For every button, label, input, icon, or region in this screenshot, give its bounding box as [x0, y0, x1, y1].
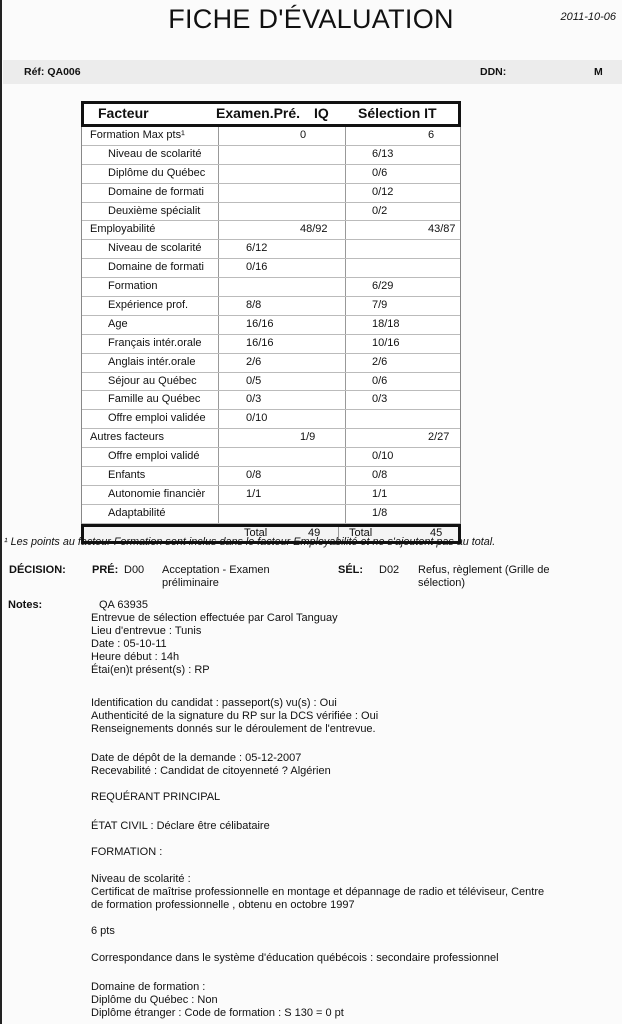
column-divider	[218, 297, 219, 315]
sel-item-score: 6/29	[372, 280, 394, 293]
pre-section-total: 1/9	[300, 431, 316, 444]
grid-row	[82, 448, 460, 467]
column-divider	[345, 335, 346, 353]
reference-band	[3, 60, 622, 84]
row-label: Formation	[108, 280, 158, 293]
column-divider	[218, 259, 219, 277]
pre-decision-code: D00	[124, 564, 145, 576]
note-line: Renseignements donnés sur le déroulement de l'entrevue.	[91, 723, 376, 735]
note-line: Date : 05-10-11	[91, 638, 167, 650]
reference-number: Réf: QA006	[24, 66, 81, 78]
grid-row	[82, 505, 460, 524]
grid-row	[82, 410, 460, 429]
column-divider	[218, 354, 219, 372]
pre-item-score: 1/1	[246, 487, 262, 500]
pre-total-label: Total	[244, 526, 268, 539]
column-divider	[345, 127, 346, 145]
pre-item-score: 6/12	[246, 242, 268, 255]
row-label: Offre emploi validée	[108, 412, 206, 425]
column-divider	[218, 203, 219, 221]
pre-item-score: 0/5	[246, 374, 262, 387]
note-line: Diplôme du Québec : Non	[91, 994, 218, 1006]
sel-section-total: 6	[428, 129, 435, 141]
column-header-selection-it: Sélection IT	[358, 105, 437, 121]
evaluation-grid	[81, 101, 461, 544]
column-divider	[345, 391, 346, 409]
pre-item-score: 0/10	[246, 412, 268, 425]
column-divider	[218, 373, 219, 391]
sel-total-label: Total	[349, 526, 373, 539]
row-label: Niveau de scolarité	[108, 242, 202, 255]
grid-header	[81, 101, 461, 127]
pre-decision-text-line-1: Acceptation - Examen	[162, 564, 270, 576]
note-line: Date de dépôt de la demande : 05-12-2007	[91, 752, 302, 764]
column-divider	[345, 240, 346, 258]
note-line: Identification du candidat : passeport(s) vu(s) : Oui	[91, 697, 337, 709]
grid-row	[82, 297, 460, 316]
sel-decision-text-line-1: Refus, règlement (Grille de	[418, 564, 550, 576]
column-divider	[218, 467, 219, 485]
note-line: Authenticité de la signature du RP sur la DCS vérifiée : Oui	[91, 710, 379, 722]
sel-item-score: 10/16	[372, 336, 400, 349]
note-line: Correspondance dans le système d'éducation québécois : secondaire professionnel	[91, 952, 499, 964]
grid-row	[82, 240, 460, 259]
row-label: Séjour au Québec	[108, 374, 197, 387]
column-divider	[218, 448, 219, 466]
column-divider	[218, 146, 219, 164]
column-divider	[345, 203, 346, 221]
column-header-facteur: Facteur	[98, 105, 149, 121]
pre-decision-text-line-2: préliminaire	[162, 577, 219, 589]
column-divider	[345, 486, 346, 504]
column-divider	[345, 410, 346, 428]
pre-item-score: 2/6	[246, 355, 262, 368]
pre-item-score: 0/3	[246, 393, 262, 406]
column-header-examen-pre: Examen.Pré.	[216, 105, 301, 121]
sex-value: M	[594, 66, 603, 78]
grid-rows	[81, 127, 461, 524]
pre-item-score: 16/16	[246, 336, 274, 349]
sel-item-score: 0/6	[372, 166, 388, 179]
column-divider	[345, 146, 346, 164]
sel-item-score: 18/18	[372, 317, 400, 330]
column-divider	[218, 486, 219, 504]
note-line: Domaine de formation :	[91, 981, 206, 993]
sel-section-total: 43/87	[428, 223, 456, 236]
column-divider	[345, 316, 346, 334]
column-divider	[345, 278, 346, 296]
column-divider	[218, 335, 219, 353]
row-label: Employabilité	[90, 223, 156, 236]
note-line: Diplôme étranger : Code de formation : S 130 = 0 pt	[91, 1007, 344, 1019]
column-divider	[345, 448, 346, 466]
row-label: Famille au Québec	[108, 393, 201, 406]
column-divider	[218, 221, 219, 239]
note-line: Entrevue de sélection effectuée par Carol Tanguay	[91, 612, 338, 624]
grid-row	[82, 221, 460, 240]
notes-label: Notes:	[8, 599, 43, 611]
column-divider	[345, 505, 346, 523]
column-divider	[345, 467, 346, 485]
column-divider	[218, 127, 219, 145]
pre-section-total: 0	[300, 129, 307, 141]
pre-total-value: 49	[308, 526, 321, 539]
sel-item-score: 0/2	[372, 204, 388, 217]
column-header-iq: IQ	[314, 105, 329, 121]
row-label: Niveau de scolarité	[108, 147, 202, 160]
pre-item-score: 16/16	[246, 317, 274, 330]
row-label: Age	[108, 317, 128, 330]
grid-row	[82, 259, 460, 278]
row-label: Domaine de formati	[108, 261, 204, 274]
pre-item-score: 8/8	[246, 299, 262, 312]
grid-row	[82, 146, 460, 165]
row-label: Autonomie financièr	[108, 487, 206, 500]
sel-item-score: 0/8	[372, 469, 388, 482]
grid-row	[82, 335, 460, 354]
column-divider	[345, 373, 346, 391]
grid-row	[82, 429, 460, 448]
column-divider	[345, 297, 346, 315]
grid-row	[82, 391, 460, 410]
pre-section-total: 48/92	[300, 223, 328, 236]
row-label: Autres facteurs	[90, 431, 164, 444]
sel-item-score: 0/6	[372, 374, 388, 387]
date-of-birth-label: DDN:	[480, 66, 507, 78]
grid-row	[82, 127, 460, 146]
note-line: FORMATION :	[91, 846, 163, 858]
row-label: Deuxième spécialit	[108, 204, 201, 217]
grid-row	[82, 354, 460, 373]
column-divider	[345, 184, 346, 202]
column-divider	[345, 354, 346, 372]
formation-footnote: ¹ Les points au facteur Formation sont inclus dans le facteur Employabilité et ne s'ajoutent pas au total.	[4, 536, 496, 548]
row-label: Français intér.orale	[108, 336, 202, 349]
note-line: Niveau de scolarité :	[91, 873, 191, 885]
sel-item-score: 2/6	[372, 355, 388, 368]
note-line: Heure début : 14h	[91, 651, 180, 663]
note-line: 6 pts	[91, 925, 115, 937]
sel-item-score: 7/9	[372, 299, 388, 312]
sel-item-score: 1/1	[372, 487, 388, 500]
note-line: ÉTAT CIVIL : Déclare être célibataire	[91, 820, 270, 832]
grid-row	[82, 467, 460, 486]
page-edge	[0, 0, 2, 1024]
sel-section-total: 2/27	[428, 431, 450, 444]
note-line: Recevabilité : Candidat de citoyenneté ? Algérien	[91, 765, 331, 777]
column-divider	[218, 240, 219, 258]
sel-decision-label: SÉL:	[338, 564, 364, 576]
note-line: Étai(en)t présent(s) : RP	[91, 664, 210, 676]
column-divider	[218, 505, 219, 523]
column-divider	[218, 391, 219, 409]
column-divider	[218, 165, 219, 183]
note-line: Certificat de maîtrise professionnelle en montage et dépannage de radio et téléviseur, Centre	[91, 886, 545, 898]
grid-row	[82, 373, 460, 392]
row-label: Domaine de formati	[108, 185, 204, 198]
column-divider	[345, 429, 346, 447]
column-divider	[218, 278, 219, 296]
sel-item-score: 6/13	[372, 147, 394, 160]
grid-row	[82, 165, 460, 184]
sel-item-score: 0/12	[372, 185, 394, 198]
sel-total-value: 45	[430, 526, 443, 539]
row-label: Offre emploi validé	[108, 450, 200, 463]
pre-decision-label: PRÉ:	[92, 564, 119, 576]
column-divider	[218, 184, 219, 202]
sel-item-score: 1/8	[372, 506, 388, 519]
note-line: QA 63935	[99, 599, 148, 611]
column-divider	[218, 429, 219, 447]
column-divider	[218, 410, 219, 428]
row-label: Expérience prof.	[108, 299, 189, 312]
note-line: Lieu d'entrevue : Tunis	[91, 625, 202, 637]
row-label: Anglais intér.orale	[108, 355, 196, 368]
grid-row	[82, 316, 460, 335]
column-divider	[345, 259, 346, 277]
grid-row	[82, 203, 460, 222]
sel-decision-code: D02	[379, 564, 400, 576]
sel-item-score: 0/10	[372, 450, 394, 463]
sel-item-score: 0/3	[372, 393, 388, 406]
grid-row	[82, 184, 460, 203]
row-label: Enfants	[108, 469, 146, 482]
sel-decision-text-line-2: sélection)	[418, 577, 466, 589]
note-line: de formation professionnelle , obtenu en octobre 1997	[91, 899, 355, 911]
document-date: 2011-10-06	[560, 11, 616, 23]
decision-label: DÉCISION:	[9, 564, 66, 576]
row-label: Formation Max pts¹	[90, 129, 185, 141]
row-label: Adaptabilité	[108, 506, 166, 519]
pre-item-score: 0/8	[246, 469, 262, 482]
row-label: Diplôme du Québec	[108, 166, 206, 179]
grid-row	[82, 486, 460, 505]
note-line: REQUÉRANT PRINCIPAL	[91, 791, 221, 803]
column-divider	[345, 221, 346, 239]
column-divider	[218, 316, 219, 334]
page-title: FICHE D'ÉVALUATION	[168, 4, 454, 34]
pre-item-score: 0/16	[246, 261, 268, 274]
column-divider	[345, 165, 346, 183]
grid-row	[82, 278, 460, 297]
